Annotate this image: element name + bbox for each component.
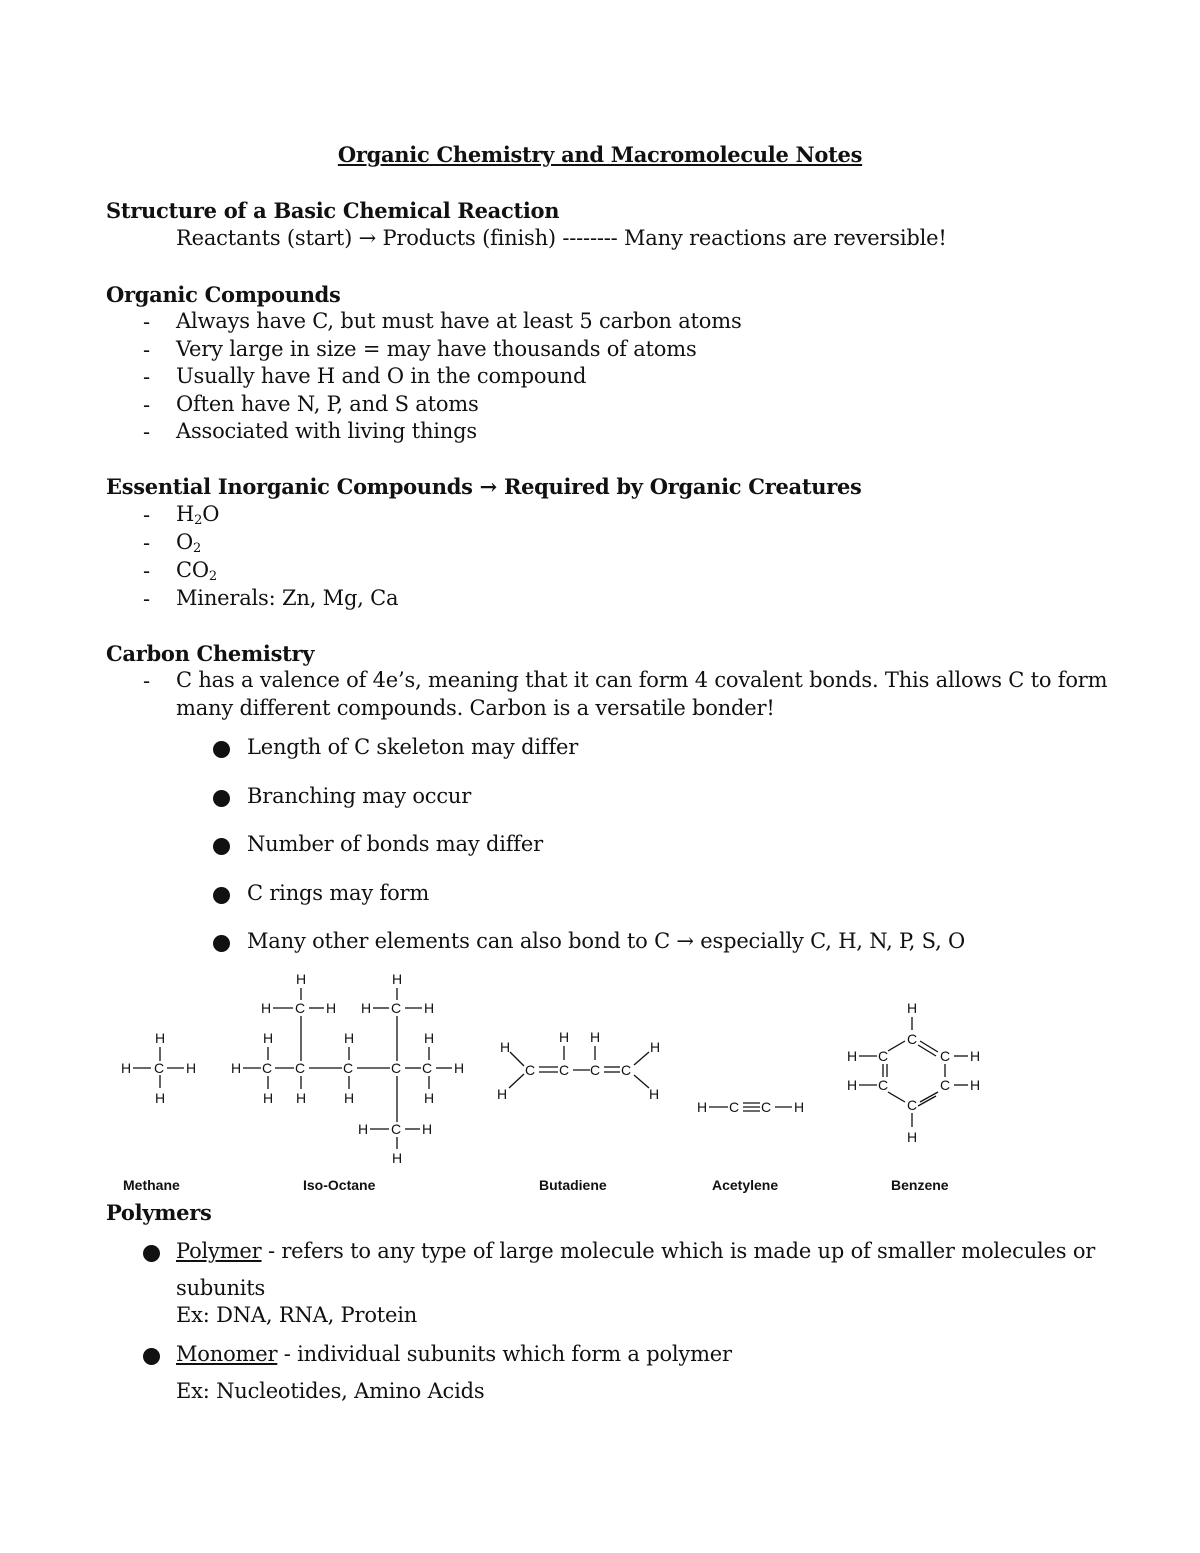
- svg-text:C: C: [621, 1062, 632, 1078]
- svg-text:C: C: [907, 1031, 918, 1047]
- heading-inorganic: Essential Inorganic Compounds → Required by Organic Creatures: [106, 474, 862, 499]
- svg-text:C: C: [295, 1000, 306, 1016]
- svg-text:C: C: [878, 1048, 889, 1064]
- carbon-bullet: Many other elements can also bond to C → especially C, H, N, P, S, O: [247, 929, 966, 953]
- svg-text:H: H: [454, 1060, 465, 1076]
- dash-bullet: -: [143, 587, 151, 611]
- svg-text:C: C: [391, 1060, 402, 1076]
- bullet-dot: [213, 741, 230, 758]
- carbon-line-1: C has a valence of 4e’s, meaning that it can form 4 covalent bonds. This allows C to form: [176, 668, 1108, 692]
- svg-text:C: C: [590, 1062, 601, 1078]
- svg-text:C: C: [525, 1062, 536, 1078]
- polymer-term: Polymer: [176, 1239, 262, 1263]
- bullet-dot: [213, 887, 230, 904]
- svg-text:C: C: [940, 1077, 951, 1093]
- carbon-bullet: Branching may occur: [247, 784, 472, 808]
- polymer-definition: Polymer - refers to any type of large molecule which is made up of smaller molecules or: [176, 1239, 1096, 1263]
- monomer-example: Ex: Nucleotides, Amino Acids: [176, 1379, 485, 1403]
- svg-text:H: H: [649, 1086, 660, 1102]
- svg-text:H: H: [907, 1129, 918, 1145]
- svg-text:H: H: [650, 1039, 661, 1055]
- svg-text:C: C: [391, 1121, 402, 1137]
- svg-text:H: H: [296, 971, 307, 987]
- heading-reaction: Structure of a Basic Chemical Reaction: [106, 198, 560, 223]
- svg-text:H: H: [424, 1090, 435, 1106]
- label-acetylene: Acetylene: [712, 1177, 779, 1193]
- svg-text:H: H: [424, 1030, 435, 1046]
- svg-text:C: C: [907, 1097, 918, 1113]
- bullet-dot: [213, 935, 230, 952]
- dash-bullet: -: [143, 531, 151, 555]
- svg-text:H: H: [121, 1060, 132, 1076]
- svg-text:H: H: [424, 1000, 435, 1016]
- polymer-definition-cont: subunits: [176, 1276, 266, 1300]
- organic-item: Usually have H and O in the compound: [176, 364, 587, 388]
- svg-text:H: H: [847, 1077, 858, 1093]
- svg-text:H: H: [847, 1048, 858, 1064]
- dash-bullet: -: [143, 310, 151, 334]
- svg-text:H: H: [392, 971, 403, 987]
- bullet-dot: [213, 838, 230, 855]
- benzene-structure: [847, 1000, 980, 1145]
- svg-text:H: H: [559, 1029, 570, 1045]
- svg-text:C: C: [422, 1060, 433, 1076]
- isooctane-structure: [231, 971, 464, 1166]
- svg-text:C: C: [262, 1060, 273, 1076]
- heading-carbon: Carbon Chemistry: [106, 641, 315, 666]
- svg-text:C: C: [878, 1077, 889, 1093]
- svg-text:H: H: [263, 1030, 274, 1046]
- svg-text:H: H: [500, 1039, 511, 1055]
- svg-text:H: H: [361, 1000, 372, 1016]
- svg-text:H: H: [794, 1099, 805, 1115]
- label-isooctane: Iso-Octane: [303, 1177, 376, 1193]
- svg-text:H: H: [907, 1000, 918, 1016]
- svg-text:H: H: [392, 1150, 403, 1166]
- svg-text:C: C: [559, 1062, 570, 1078]
- dash-bullet: -: [143, 669, 151, 693]
- polymer-example: Ex: DNA, RNA, Protein: [176, 1303, 418, 1327]
- dash-bullet: -: [143, 393, 151, 417]
- svg-text:H: H: [697, 1099, 708, 1115]
- svg-text:H: H: [155, 1090, 166, 1106]
- heading-organic: Organic Compounds: [106, 282, 341, 307]
- inorganic-item-co2: $CO_2$: [176, 558, 217, 584]
- svg-text:H: H: [422, 1121, 433, 1137]
- svg-text:H: H: [296, 1090, 307, 1106]
- svg-text:C: C: [295, 1060, 306, 1076]
- bullet-dot: [213, 790, 230, 807]
- svg-text:H: H: [970, 1048, 981, 1064]
- monomer-definition: Monomer - individual subunits which form a polymer: [176, 1342, 732, 1366]
- label-butadiene: Butadiene: [539, 1177, 607, 1193]
- svg-text:H: H: [231, 1060, 242, 1076]
- inorganic-item-minerals: Minerals: Zn, Mg, Ca: [176, 586, 399, 610]
- organic-item: Often have N, P, and S atoms: [176, 392, 479, 416]
- dash-bullet: -: [143, 365, 151, 389]
- svg-text:H: H: [344, 1090, 355, 1106]
- methane-structure: [121, 1030, 196, 1106]
- butadiene-structure: [497, 1029, 660, 1102]
- label-methane: Methane: [123, 1177, 180, 1193]
- svg-text:C: C: [761, 1099, 772, 1115]
- svg-text:H: H: [497, 1086, 508, 1102]
- svg-text:H: H: [155, 1030, 166, 1046]
- acetylene-structure: [697, 1099, 804, 1115]
- svg-text:H: H: [186, 1060, 197, 1076]
- page-title: Organic Chemistry and Macromolecule Notes: [337, 142, 863, 167]
- svg-text:H: H: [590, 1029, 601, 1045]
- svg-text:H: H: [263, 1090, 274, 1106]
- dash-bullet: -: [143, 420, 151, 444]
- svg-text:H: H: [970, 1077, 981, 1093]
- label-benzene: Benzene: [891, 1177, 949, 1193]
- bullet-dot: [143, 1245, 160, 1262]
- heading-polymers: Polymers: [106, 1200, 212, 1225]
- bullet-dot: [143, 1348, 160, 1365]
- dash-bullet: -: [143, 338, 151, 362]
- reaction-line: Reactants (start) → Products (finish) -------- Many reactions are reversible!: [176, 226, 947, 250]
- carbon-line-2: many different compounds. Carbon is a versatile bonder!: [176, 696, 775, 720]
- svg-text:C: C: [940, 1048, 951, 1064]
- inorganic-item-o2: $O_2$: [176, 530, 202, 556]
- dash-bullet: -: [143, 559, 151, 583]
- svg-text:C: C: [391, 1000, 402, 1016]
- svg-text:C: C: [729, 1099, 740, 1115]
- svg-text:C: C: [343, 1060, 354, 1076]
- molecule-structures-figure: [0, 960, 1200, 1200]
- svg-text:H: H: [344, 1030, 355, 1046]
- carbon-bullet: Length of C skeleton may differ: [247, 735, 579, 759]
- dash-bullet: -: [143, 503, 151, 527]
- organic-item: Very large in size = may have thousands of atoms: [176, 337, 697, 361]
- organic-item: Always have C, but must have at least 5 carbon atoms: [176, 309, 742, 333]
- organic-item: Associated with living things: [176, 419, 477, 443]
- svg-text:H: H: [326, 1000, 337, 1016]
- carbon-bullet: Number of bonds may differ: [247, 832, 543, 856]
- monomer-term: Monomer: [176, 1342, 278, 1366]
- svg-text:C: C: [154, 1060, 165, 1076]
- svg-text:H: H: [358, 1121, 369, 1137]
- carbon-bullet: C rings may form: [247, 881, 430, 905]
- inorganic-item-h2o: $H_2O$: [176, 502, 220, 528]
- svg-text:H: H: [261, 1000, 272, 1016]
